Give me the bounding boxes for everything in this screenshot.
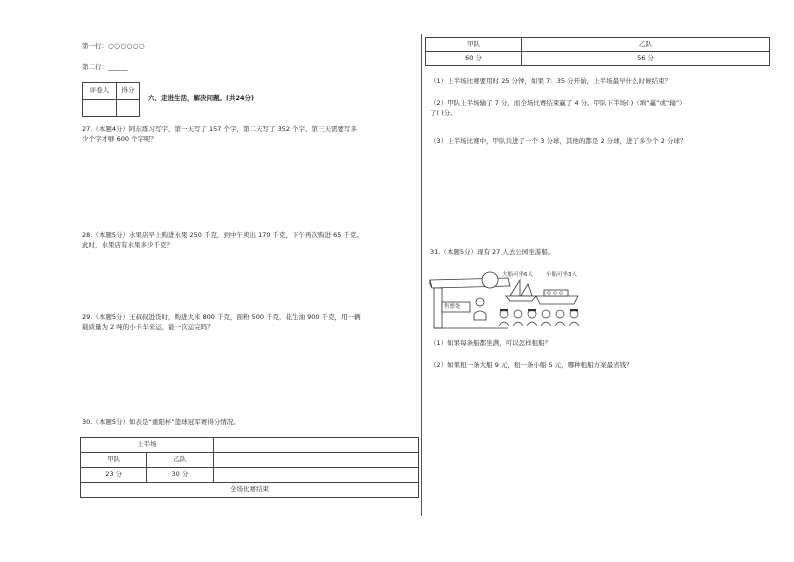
column-divider (421, 34, 422, 516)
header-row1 (82, 42, 145, 52)
header-row2-label: 第二行： (82, 63, 108, 71)
score-box (82, 82, 140, 117)
header-row1-value: ○○○○○○ (108, 42, 146, 50)
team-a-first-half-score: 23 分 (81, 468, 147, 483)
section-title: 六、走进生活，解决问题。(共24分) (148, 94, 254, 102)
right-team-a-score: 60 分 (426, 52, 522, 66)
question-27-line1: 27.（本题4分）阿东练习写字，第一天写了 157 个字，第二天写了 352 个字，第三天需要写多 (82, 125, 358, 133)
question-29-line2: 载质量为 2 吨的小卡车来运，能一次运完吗？ (82, 322, 214, 331)
header-row2 (82, 63, 128, 73)
team-b-first-half-score: 30 分 (147, 468, 213, 483)
question-30-intro: 30.（本题5分）如表是“重阳杯”篮球冠军赛得分情况。 (82, 418, 240, 426)
question-31-sub2: （2）如果租一条大船 9 元，租一条小船 5 元，哪种租船方案最省钱？ (430, 361, 633, 369)
header-row1-label: 第一行： (82, 42, 108, 50)
right-team-b-header: 乙队 (522, 38, 770, 52)
booth-sign-text: 售票处 (444, 304, 461, 310)
first-half-header: 上半场 (81, 438, 214, 453)
question-27 (82, 125, 357, 145)
question-28-line1: 28.（本题5分）水果店早上购进水果 250 千克，到中午卖出 170 千克，下午再次购进 65 千克。 (82, 231, 363, 239)
small-boat-capacity-label: 小船可坐3人 (546, 272, 577, 278)
team-b-header: 乙队 (147, 453, 213, 468)
big-boat-capacity-label: 大船可坐6人 (502, 272, 533, 278)
score-box-score: 得分 (116, 83, 139, 100)
boat-rental-illustration (428, 268, 598, 332)
blank-cell-2 (213, 453, 418, 468)
blank-cell-3 (213, 468, 418, 483)
question-27-line2: 少个字才够 600 个字呢？ (82, 134, 158, 143)
question-29 (82, 313, 361, 333)
blank-cell-1 (213, 438, 418, 453)
question-30-sub2 (430, 99, 686, 119)
score-box-reviewer: 评卷人 (83, 83, 117, 100)
right-team-a-header: 甲队 (426, 38, 522, 52)
question-28 (82, 231, 363, 251)
game-end-row: 全场比赛结束 (81, 483, 419, 498)
question-30-sub2-line2: 了( )分。 (430, 108, 457, 117)
header-row2-value: ______ (108, 63, 128, 71)
question-31-intro: 31.（本题5分）现有 27 人去公园坐游船。 (430, 248, 555, 256)
game-score-table (80, 437, 419, 498)
score-box-reviewer-cell[interactable] (83, 100, 117, 117)
question-30-sub1: （1）上半场比赛要用时 25 分钟，如果 7：35 分开始，上半场最早什么时候结束？ (430, 77, 672, 85)
question-28-line2: 此时，水果店有水果多少千克？ (82, 240, 173, 249)
question-31-sub1: （1）如果每条船都坐满，可以怎样租船？ (430, 339, 552, 347)
full-game-score-table (425, 37, 770, 66)
score-box-score-cell[interactable] (116, 100, 139, 117)
team-a-header: 甲队 (81, 453, 147, 468)
question-30-sub3: （3）上半场比赛中，甲队共进了一个 3 分球，其他的都是 2 分球，进了多少个 2 分球？ (430, 137, 687, 145)
right-team-b-score: 56 分 (522, 52, 770, 66)
question-29-line1: 29.（本题5分）王叔叔进货时，购进大米 800 千克，面粉 500 千克，花生油 900 千克，用一辆 (82, 313, 361, 321)
question-30-sub2-line1: （2）甲队上半场输了 7 分，而全场比赛结束赢了 4 分。甲队下半场( )（填“赢”或“输”） (430, 99, 686, 107)
